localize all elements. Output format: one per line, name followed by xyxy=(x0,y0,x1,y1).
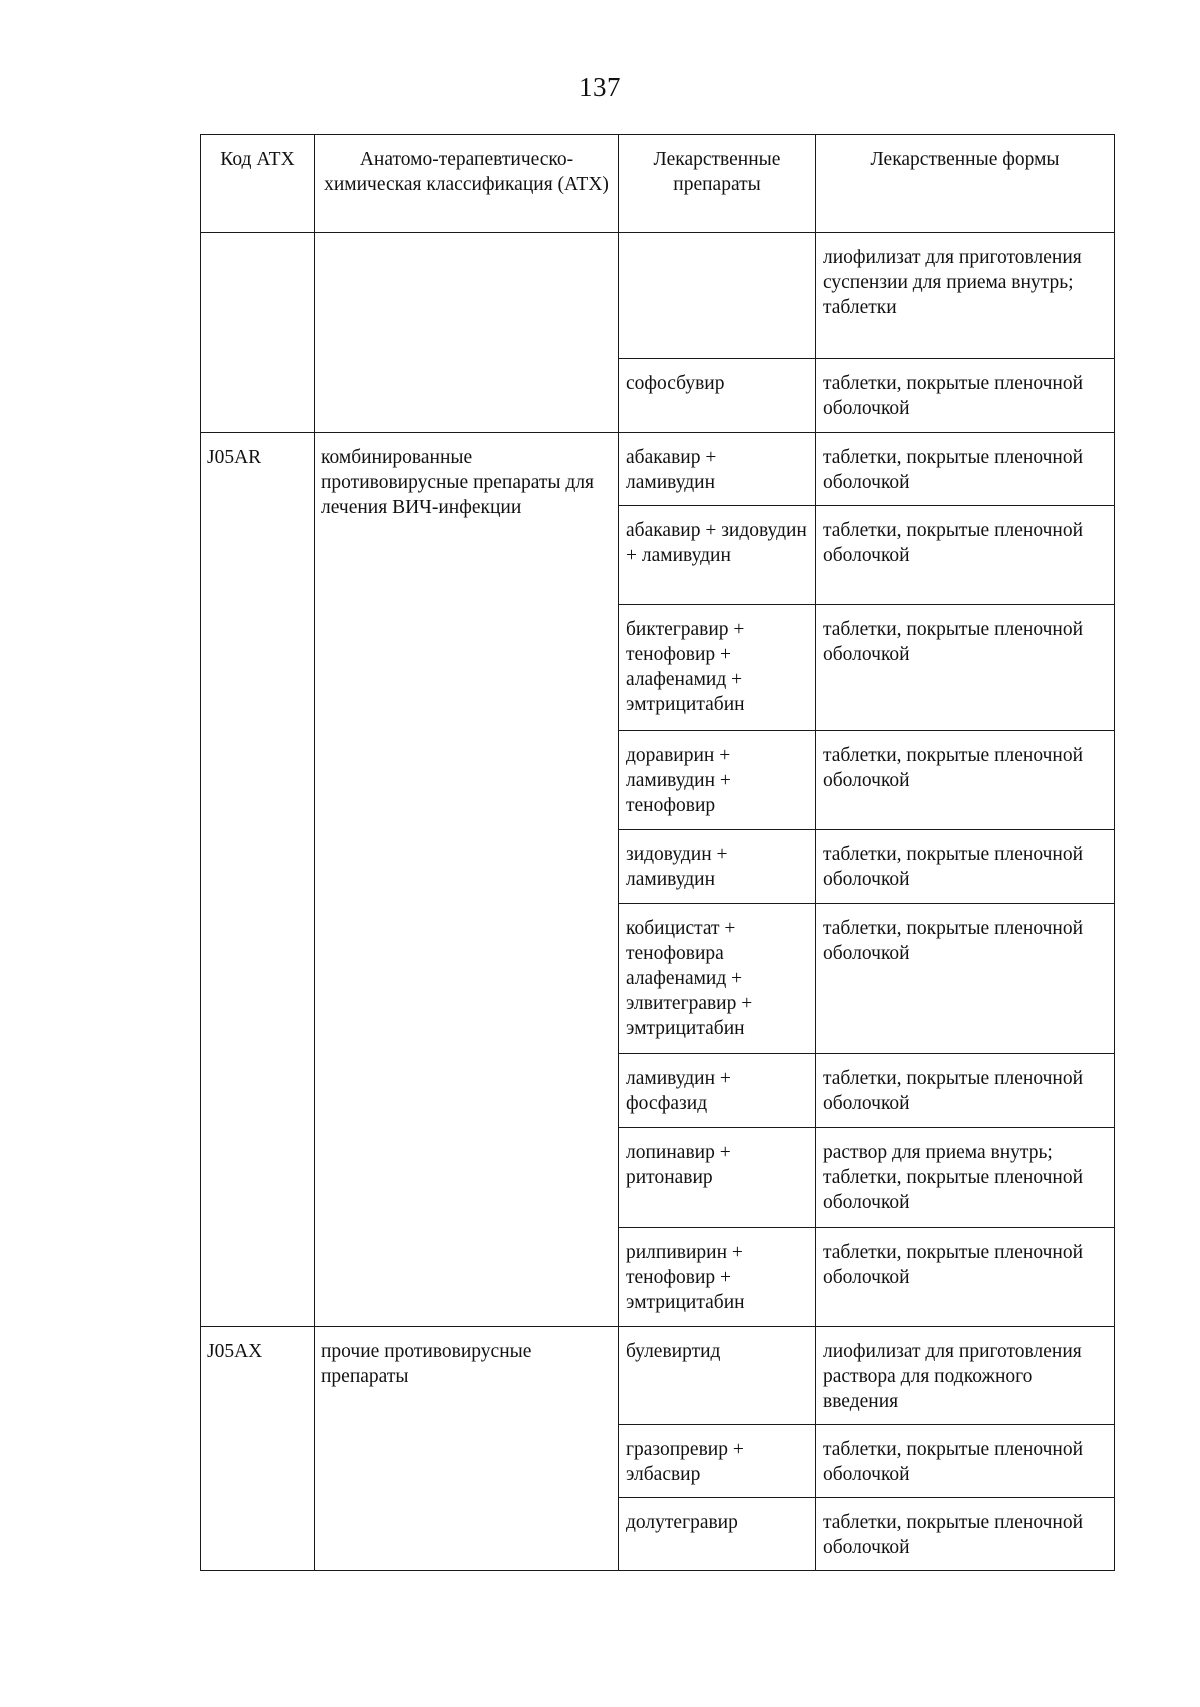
drug-cell: зидовудин + ламивудин xyxy=(619,830,816,904)
forms-cell xyxy=(816,1498,1115,1571)
form-line: таблетки, покрытые пленочной оболочкой xyxy=(823,447,1084,493)
form-line: таблетки, покрытые пленочной оболочкой xyxy=(823,619,1084,665)
drug-cell: биктегравир + тенофовир + алафенамид + эмтрицитабин xyxy=(619,605,816,731)
form-line: раствор для приема внутрь; xyxy=(823,1142,1053,1163)
header-drugs: Лекарственные препараты xyxy=(619,135,816,233)
drug-cell: абакавир + зидовудин + ламивудин xyxy=(619,506,816,605)
header-forms: Лекарственные формы xyxy=(816,135,1115,233)
form-line: лиофилизат для приготовления раствора для подкожного введения xyxy=(823,1341,1082,1412)
forms-cell xyxy=(816,433,1115,506)
drug-cell: рилпивирин + тенофовир + эмтрицитабин xyxy=(619,1228,816,1327)
drug-cell: абакавир + ламивудин xyxy=(619,433,816,506)
forms-cell xyxy=(816,233,1115,359)
forms-cell xyxy=(816,1054,1115,1128)
atc-code-cell xyxy=(201,233,315,433)
drug-cell: кобицистат + тенофовира алафенамид + элвитегравир + эмтрицитабин xyxy=(619,904,816,1054)
forms-cell xyxy=(816,830,1115,904)
form-line: таблетки, покрытые пленочной оболочкой xyxy=(823,745,1084,791)
drug-cell: доравирин + ламивудин + тенофовир xyxy=(619,731,816,830)
atc-class-cell xyxy=(315,233,619,433)
drug-cell: булевиртид xyxy=(619,1327,816,1425)
page-number: 137 xyxy=(579,72,621,102)
drug-cell: гразопревир + элбасвир xyxy=(619,1425,816,1498)
atc-class-cell: комбинированные противовирусные препараты для лечения ВИЧ-инфекции xyxy=(315,433,619,1327)
atc-class-cell: прочие противовирусные препараты xyxy=(315,1327,619,1571)
form-line: таблетки, покрытые пленочной оболочкой xyxy=(823,1439,1084,1485)
table-row xyxy=(201,233,1115,359)
forms-cell xyxy=(816,731,1115,830)
form-line: таблетки, покрытые пленочной оболочкой xyxy=(823,373,1084,419)
form-line: таблетки, покрытые пленочной оболочкой xyxy=(823,918,1084,964)
forms-cell xyxy=(816,605,1115,731)
drug-cell xyxy=(619,233,816,359)
atc-code-cell: J05AR xyxy=(201,433,315,1327)
forms-cell xyxy=(816,1425,1115,1498)
drug-cell: долутегравир xyxy=(619,1498,816,1571)
drug-table-container xyxy=(200,134,1114,1571)
form-line: таблетки, покрытые пленочной оболочкой xyxy=(823,1512,1084,1558)
forms-cell xyxy=(816,1128,1115,1228)
forms-cell xyxy=(816,1327,1115,1425)
form-line: таблетки, покрытые пленочной оболочкой xyxy=(823,1167,1084,1213)
atc-code-cell: J05AX xyxy=(201,1327,315,1571)
table-header-row xyxy=(201,135,1115,233)
drug-table xyxy=(200,134,1115,1571)
form-line: лиофилизат для приготовления суспензии для приема внутрь; xyxy=(823,247,1082,293)
drug-cell: лопинавир + ритонавир xyxy=(619,1128,816,1228)
forms-cell xyxy=(816,904,1115,1054)
form-line: таблетки xyxy=(823,297,897,318)
drug-cell: ламивудин + фосфазид xyxy=(619,1054,816,1128)
forms-cell xyxy=(816,359,1115,433)
form-line: таблетки, покрытые пленочной оболочкой xyxy=(823,520,1084,566)
header-code: Код АТХ xyxy=(201,135,315,233)
form-line: таблетки, покрытые пленочной оболочкой xyxy=(823,1242,1084,1288)
drug-cell: софосбувир xyxy=(619,359,816,433)
forms-cell xyxy=(816,506,1115,605)
form-line: таблетки, покрытые пленочной оболочкой xyxy=(823,1068,1084,1114)
table-row xyxy=(201,433,1115,506)
form-line: таблетки, покрытые пленочной оболочкой xyxy=(823,844,1084,890)
forms-cell xyxy=(816,1228,1115,1327)
table-row xyxy=(201,1327,1115,1425)
header-classification: Анатомо-терапевтическо-химическая классификация (АТХ) xyxy=(315,135,619,233)
